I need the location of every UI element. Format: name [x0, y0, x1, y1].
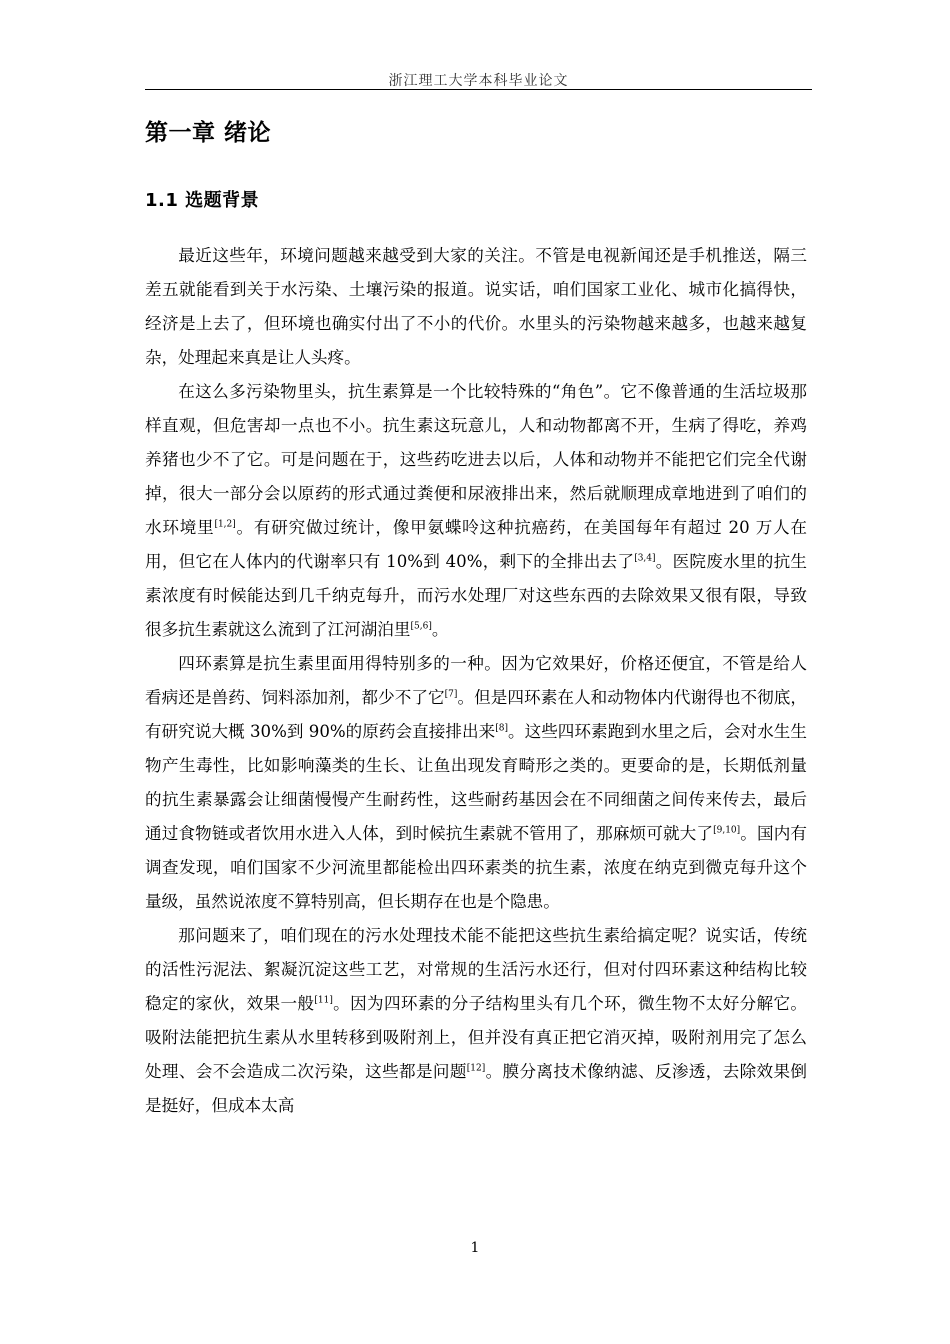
- paragraph-text: 。因为四环素的分子结构里头有几个环，微生物不太好分解它。吸附法能把抗生素从水里转移到吸附剂上，但并没有真正把它消灭掉，吸附剂用完了怎么处理、会不会造成二次污染，这些都是问题: [145, 994, 808, 1081]
- paragraph-text: 。医院废水里的抗生素浓度有时候能达到几千纳克每升，而污水处理厂对这些东西的去除效果又很有限，导致很多抗生素就这么流到了江河湖泊里: [145, 552, 808, 639]
- paragraph-text: 在这么多污染物里头，抗生素算是一个比较特殊的“角色”。它不像普通的生活垃圾那样直观，但危害却一点也不小。抗生素这玩意儿，人和动物都离不开，生病了得吃，养鸡养猪也少不了它。可是问题在于，这些药吃进去以后，人体和动物并不能把它们完全代谢掉，很大一部分会以原药的形式通过粪便和尿液排出来，然后就顺理成章地进到了咱们的水环境里: [145, 382, 807, 537]
- citation-reference: [7]: [444, 689, 458, 700]
- citation-reference: [9,10]: [713, 825, 741, 836]
- page-number: 1: [470, 1240, 480, 1256]
- paragraph-text: 。有研究做过统计，像甲氨蝶呤这种抗癌药，在美国每年有超过 20 万人在用，但它在人体内的代谢率只有 10%到 40%，剩下的全排出去了: [145, 518, 808, 571]
- paragraph-text: 四环素算是抗生素里面用得特别多的一种。因为它效果好，价格还便宜，不管是给人看病还是兽药、饲料添加剂，都少不了它: [145, 654, 807, 707]
- body-paragraph: [145, 647, 807, 919]
- paragraph-text: 。膜分离技术像纳滤、反渗透，去除效果倒是挺好，但成本太高: [145, 1062, 808, 1115]
- section-title: 1.1 选题背景: [145, 190, 260, 211]
- body-paragraph: [145, 239, 807, 375]
- citation-reference: [5,6]: [410, 621, 432, 632]
- running-header: 浙江理工大学本科毕业论文: [388, 73, 569, 89]
- citation-reference: [8]: [495, 723, 508, 734]
- paragraph-text: 最近这些年，环境问题越来越受到大家的关注。不管是电视新闻还是手机推送，隔三差五就能看到关于水污染、土壤污染的报道。说实话，咱们国家工业化、城市化搞得快，经济是上去了，但环境也确实付出了不小的代价。水里头的污染物越来越多，也越来越复杂，处理起来真是让人头疼。: [145, 246, 807, 367]
- paragraph-text: 。这些四环素跑到水里之后，会对水生生物产生毒性，比如影响藻类的生长、让鱼出现发育畸形之类的。更要命的是，长期低剂量的抗生素暴露会让细菌慢慢产生耐药性，这些耐药基因会在不同细菌之间传来传去，最后通过食物链或者饮用水进入人体，到时候抗生素就不管用了，那麻烦可就大了: [145, 722, 807, 843]
- citation-reference: [12]: [466, 1063, 486, 1074]
- body-paragraph: [145, 919, 807, 1123]
- header-rule: [145, 89, 812, 90]
- paragraph-text: 。但是四环素在人和动物体内代谢得也不彻底，有研究说大概 30%到 90%的原药会直接排出来: [145, 688, 808, 741]
- citation-reference: [3,4]: [634, 553, 656, 564]
- citation-reference: [1,2]: [214, 519, 236, 530]
- body-paragraph: [145, 375, 807, 647]
- citation-reference: [11]: [314, 995, 333, 1006]
- paragraph-text: 。国内有调查发现，咱们国家不少河流里都能检出四环素类的抗生素，浓度在纳克到微克每升这个量级，虽然说浓度不算特别高，但长期存在也是个隐患。: [145, 824, 808, 911]
- chapter-title: 第一章 绪论: [145, 120, 272, 146]
- body-text: [145, 239, 807, 1123]
- paragraph-text: 那问题来了，咱们现在的污水处理技术能不能把这些抗生素给搞定呢？说实话，传统的活性污泥法、絮凝沉淀这些工艺，对常规的生活污水还行，但对付四环素这种结构比较稳定的家伙，效果一般: [145, 926, 807, 1013]
- paragraph-text: 。: [431, 620, 449, 639]
